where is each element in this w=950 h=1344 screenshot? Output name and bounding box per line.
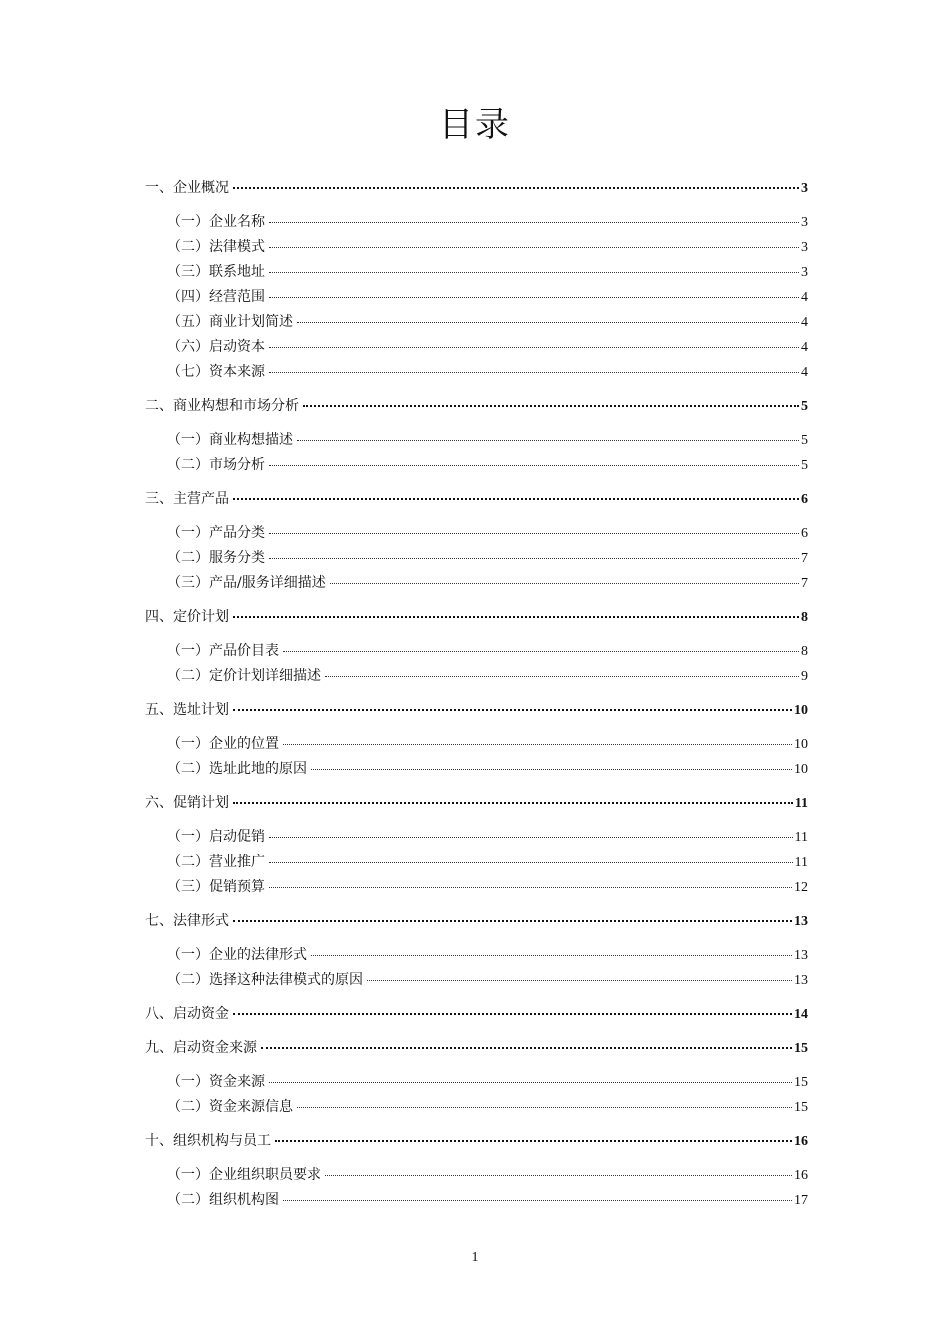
toc-entry-page: 3: [801, 265, 808, 280]
toc-chapter-entry[interactable]: [145, 791, 808, 816]
toc-section-entry[interactable]: [145, 310, 808, 335]
page-number: 1: [471, 1250, 479, 1265]
toc-dot-leader: [261, 1046, 792, 1049]
toc-section-entry[interactable]: [145, 285, 808, 310]
toc-entry-page: 3: [801, 181, 808, 196]
table-of-contents: [145, 176, 808, 1213]
toc-entry-label: 六、促销计划: [145, 795, 229, 811]
toc-title: 目录: [439, 105, 511, 145]
toc-entry-label: 七、法律形式: [145, 913, 229, 929]
toc-entry-label: （六）启动资本: [167, 339, 265, 355]
toc-chapter-entry[interactable]: [145, 1129, 808, 1154]
toc-entry-page: 17: [794, 1193, 808, 1208]
toc-dot-leader: [269, 464, 799, 466]
toc-entry-label: （四）经营范围: [167, 289, 265, 305]
toc-dot-leader: [233, 615, 799, 618]
toc-entry-label: （二）选址此地的原因: [167, 761, 307, 777]
toc-dot-leader: [297, 1106, 792, 1108]
toc-dot-leader: [269, 1081, 792, 1083]
toc-entry-label: （二）选择这种法律模式的原因: [167, 972, 363, 988]
toc-entry-page: 10: [794, 703, 808, 718]
toc-dot-leader: [269, 371, 799, 373]
toc-section-entry[interactable]: [145, 639, 808, 664]
toc-entry-page: 11: [794, 796, 808, 811]
toc-dot-leader: [233, 919, 792, 922]
toc-dot-leader: [233, 708, 792, 711]
toc-dot-leader: [330, 582, 799, 584]
toc-section-entry[interactable]: [145, 453, 808, 478]
toc-dot-leader: [233, 186, 799, 189]
toc-entry-label: （一）企业组织职员要求: [167, 1167, 321, 1183]
toc-entry-label: 八、启动资金: [145, 1006, 229, 1022]
toc-entry-page: 15: [794, 1041, 808, 1056]
toc-entry-page: 11: [794, 855, 808, 870]
toc-entry-label: （二）资金来源信息: [167, 1099, 293, 1115]
toc-entry-label: 九、启动资金来源: [145, 1040, 257, 1056]
toc-entry-label: （七）资本来源: [167, 364, 265, 380]
toc-entry-page: 4: [801, 340, 808, 355]
toc-entry-label: （二）法律模式: [167, 239, 265, 255]
toc-dot-leader: [325, 1174, 792, 1176]
toc-section-entry[interactable]: [145, 1188, 808, 1213]
toc-entry-label: 十、组织机构与员工: [145, 1133, 271, 1149]
toc-entry-label: （二）组织机构图: [167, 1192, 279, 1208]
toc-section-entry[interactable]: [145, 943, 808, 968]
toc-section-entry[interactable]: [145, 1163, 808, 1188]
toc-entry-label: （一）企业的法律形式: [167, 947, 307, 963]
toc-entry-page: 5: [801, 458, 808, 473]
toc-entry-page: 12: [794, 880, 808, 895]
toc-entry-label: 五、选址计划: [145, 702, 229, 718]
toc-section-entry[interactable]: [145, 521, 808, 546]
toc-dot-leader: [283, 650, 799, 652]
toc-entry-page: 16: [794, 1134, 808, 1149]
toc-entry-label: （二）市场分析: [167, 457, 265, 473]
toc-entry-page: 7: [801, 576, 808, 591]
toc-entry-label: （三）促销预算: [167, 879, 265, 895]
toc-dot-leader: [303, 404, 799, 407]
toc-dot-leader: [233, 497, 799, 500]
toc-entry-label: （五）商业计划简述: [167, 314, 293, 330]
toc-section-entry[interactable]: [145, 732, 808, 757]
toc-dot-leader: [269, 886, 792, 888]
toc-entry-label: （三）联系地址: [167, 264, 265, 280]
toc-entry-page: 15: [794, 1100, 808, 1115]
toc-section-entry[interactable]: [145, 664, 808, 689]
toc-dot-leader: [311, 954, 792, 956]
toc-entry-label: （一）企业的位置: [167, 736, 279, 752]
toc-entry-page: 5: [801, 433, 808, 448]
toc-entry-label: （一）商业构想描述: [167, 432, 293, 448]
toc-section-entry[interactable]: [145, 360, 808, 385]
toc-entry-label: 三、主营产品: [145, 491, 229, 507]
toc-entry-page: 14: [794, 1007, 808, 1022]
toc-entry-page: 9: [801, 669, 808, 684]
toc-entry-page: 10: [794, 737, 808, 752]
toc-dot-leader: [269, 296, 799, 298]
toc-dot-leader: [283, 1199, 792, 1201]
toc-entry-page: 6: [801, 492, 808, 507]
toc-dot-leader: [275, 1139, 792, 1142]
toc-entry-label: （一）产品分类: [167, 525, 265, 541]
toc-dot-leader: [297, 321, 799, 323]
toc-dot-leader: [269, 836, 793, 838]
toc-entry-page: 4: [801, 290, 808, 305]
toc-section-entry[interactable]: [145, 210, 808, 235]
toc-entry-label: （一）企业名称: [167, 214, 265, 230]
toc-entry-label: 一、企业概况: [145, 180, 229, 196]
toc-chapter-entry[interactable]: [145, 698, 808, 723]
toc-section-entry[interactable]: [145, 850, 808, 875]
toc-dot-leader: [269, 861, 793, 863]
toc-chapter-entry[interactable]: [145, 394, 808, 419]
toc-entry-page: 13: [794, 948, 808, 963]
toc-section-entry[interactable]: [145, 1070, 808, 1095]
toc-chapter-entry[interactable]: [145, 605, 808, 630]
toc-entry-page: 6: [801, 526, 808, 541]
toc-dot-leader: [297, 439, 799, 441]
toc-dot-leader: [269, 532, 799, 534]
toc-section-entry[interactable]: [145, 235, 808, 260]
toc-chapter-entry[interactable]: [145, 487, 808, 512]
toc-entry-page: 4: [801, 365, 808, 380]
toc-entry-page: 3: [801, 215, 808, 230]
toc-entry-page: 10: [794, 762, 808, 777]
toc-section-entry[interactable]: [145, 335, 808, 360]
toc-entry-page: 8: [801, 610, 808, 625]
toc-section-entry[interactable]: [145, 757, 808, 782]
toc-entry-label: （三）产品/服务详细描述: [167, 575, 326, 591]
toc-dot-leader: [325, 675, 799, 677]
toc-dot-leader: [269, 346, 799, 348]
toc-chapter-entry[interactable]: [145, 1036, 808, 1061]
toc-entry-page: 7: [801, 551, 808, 566]
toc-section-entry[interactable]: [145, 875, 808, 900]
toc-entry-page: 4: [801, 315, 808, 330]
toc-dot-leader: [269, 557, 799, 559]
toc-chapter-entry[interactable]: [145, 1002, 808, 1027]
toc-section-entry[interactable]: [145, 968, 808, 993]
toc-entry-page: 15: [794, 1075, 808, 1090]
toc-dot-leader: [311, 768, 792, 770]
toc-section-entry[interactable]: [145, 571, 808, 596]
toc-entry-page: 13: [794, 914, 808, 929]
toc-entry-label: 四、定价计划: [145, 609, 229, 625]
toc-entry-label: （一）资金来源: [167, 1074, 265, 1090]
toc-entry-page: 5: [801, 399, 808, 414]
toc-entry-label: 二、商业构想和市场分析: [145, 398, 299, 414]
toc-entry-label: （一）产品价目表: [167, 643, 279, 659]
toc-dot-leader: [269, 271, 799, 273]
toc-dot-leader: [367, 979, 792, 981]
toc-section-entry[interactable]: [145, 428, 808, 453]
toc-dot-leader: [233, 1012, 792, 1015]
toc-dot-leader: [269, 221, 799, 223]
toc-entry-page: 11: [794, 830, 808, 845]
toc-entry-label: （二）营业推广: [167, 854, 265, 870]
toc-dot-leader: [269, 246, 799, 248]
toc-entry-label: （一）启动促销: [167, 829, 265, 845]
toc-entry-label: （二）服务分类: [167, 550, 265, 566]
toc-entry-page: 3: [801, 240, 808, 255]
toc-chapter-entry[interactable]: [145, 909, 808, 934]
toc-section-entry[interactable]: [145, 546, 808, 571]
toc-chapter-entry[interactable]: [145, 176, 808, 201]
toc-section-entry[interactable]: [145, 825, 808, 850]
toc-entry-page: 8: [801, 644, 808, 659]
toc-dot-leader: [283, 743, 792, 745]
toc-dot-leader: [233, 801, 793, 804]
toc-entry-page: 16: [794, 1168, 808, 1183]
toc-section-entry[interactable]: [145, 1095, 808, 1120]
toc-entry-page: 13: [794, 973, 808, 988]
toc-section-entry[interactable]: [145, 260, 808, 285]
toc-entry-label: （二）定价计划详细描述: [167, 668, 321, 684]
